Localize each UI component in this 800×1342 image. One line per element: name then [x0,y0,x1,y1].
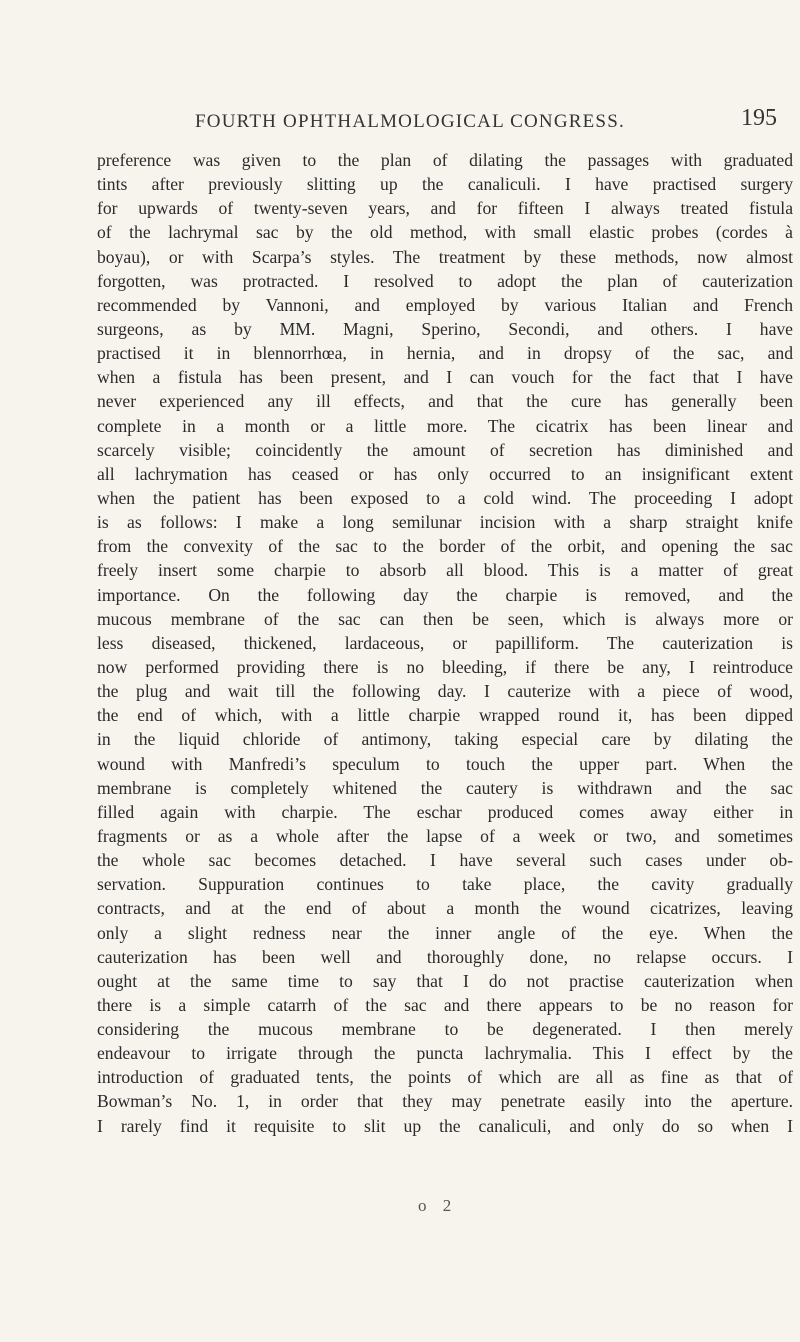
text-line: preference was given to the plan of dilating the passages with graduated [97,150,793,170]
text-line: less diseased, thickened, lardaceous, or papilliform. The cauterization is [97,632,793,653]
text-line: fragments or as a whole after the lapse of a week or two, and sometimes [97,825,793,846]
text-line: there is a simple catarrh of the sac and there appears to be no reason for [97,994,793,1015]
text-line: from the convexity of the sac to the border of the orbit, and opening the sac [97,536,793,557]
text-line: the whole sac becomes detached. I have several such cases under ob- [97,850,793,871]
text-line: tints after previously slitting up the canaliculi. I have practised surgery [97,174,793,195]
text-line: freely insert some charpie to absorb all blood. This is a matter of great [97,560,793,581]
text-line: when the patient has been exposed to a cold wind. The proceeding I adopt [97,487,793,508]
signature-mark: o 2 [418,1196,458,1215]
text-line: the end of which, with a little charpie wrapped round it, has been dipped [97,705,793,726]
text-line: of the lachrymal sac by the old method, with small elastic probes (cordes à [97,222,793,243]
text-line: mucous membrane of the sac can then be seen, which is always more or [97,608,793,629]
text-line: for upwards of twenty-seven years, and for fifteen I always treated fistula [97,198,793,219]
text-line: wound with Manfredi’s speculum to touch the upper part. When the [97,753,793,774]
text-line: is as follows: I make a long semilunar incision with a sharp straight knife [97,512,793,533]
text-line: ought at the same time to say that I do not practise cauterization when [97,970,793,991]
text-line: servation. Suppuration continues to take place, the cavity gradually [97,874,793,895]
text-line: I rarely find it requisite to slit up the canaliculi, and only do so when I [97,1115,793,1136]
text-line: when a fistula has been present, and I can vouch for the fact that I have [97,367,793,388]
text-line: surgeons, as by MM. Magni, Sperino, Secondi, and others. I have [97,318,793,339]
text-line: considering the mucous membrane to be degenerated. I then merely [97,1019,793,1040]
text-line: contracts, and at the end of about a month the wound cicatrizes, leaving [97,898,793,919]
text-line: Bowman’s No. 1, in order that they may penetrate easily into the aperture. [97,1091,793,1112]
text-line: scarcely visible; coincidently the amount of secretion has diminished and [97,439,793,460]
text-line: recommended by Vannoni, and employed by various Italian and French [97,294,793,315]
text-line: importance. On the following day the charpie is removed, and the [97,584,793,605]
text-line: boyau), or with Scarpa’s styles. The treatment by these methods, now almost [97,246,793,267]
text-line: practised it in blennorrhœa, in hernia, and in dropsy of the sac, and [97,343,793,364]
running-title: FOURTH OPHTHALMOLOGICAL CONGRESS. [195,111,625,132]
text-line: the plug and wait till the following day. I cauterize with a piece of wood, [97,681,793,702]
page-number: 195 [741,105,777,131]
text-line: introduction of graduated tents, the points of which are all as fine as that of [97,1067,793,1088]
body-text [97,148,793,1138]
text-line: endeavour to irrigate through the puncta lachrymalia. This I effect by the [97,1043,793,1064]
text-line: cauterization has been well and thoroughly done, no relapse occurs. I [97,946,793,967]
text-line: membrane is completely whitened the cautery is withdrawn and the sac [97,777,793,798]
text-line: forgotten, was protracted. I resolved to adopt the plan of cauterization [97,270,793,291]
text-line: complete in a month or a little more. The cicatrix has been linear and [97,415,793,436]
text-line: now performed providing there is no bleeding, if there be any, I reintroduce [97,656,793,677]
text-line: never experienced any ill effects, and that the cure has generally been [97,391,793,412]
text-line: all lachrymation has ceased or has only occurred to an insignificant extent [97,463,793,484]
text-line: filled again with charpie. The eschar produced comes away either in [97,801,793,822]
text-line: in the liquid chloride of antimony, taking especial care by dilating the [97,729,793,750]
text-line: only a slight redness near the inner angle of the eye. When the [97,922,793,943]
